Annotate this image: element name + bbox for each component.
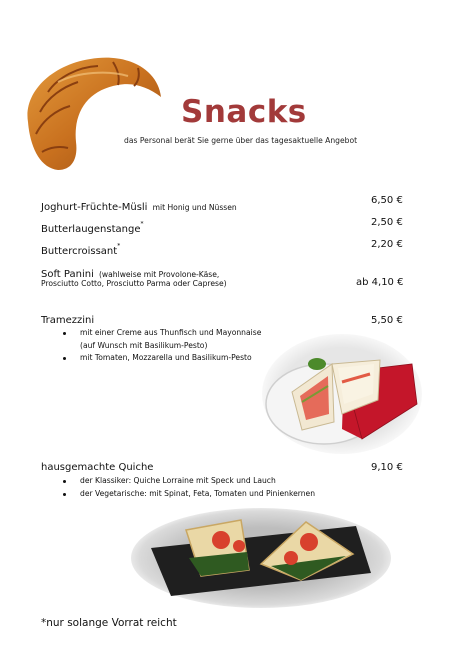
- page-title: Snacks: [181, 94, 307, 130]
- item-name: Butterlaugenstange: [41, 224, 141, 235]
- page-subtitle: das Personal berät Sie gerne über das tagesaktuelle Angebot: [124, 136, 358, 145]
- asterisk-mark: *: [117, 242, 121, 250]
- item-desc: (wahlweise mit Provolone-Käse,: [98, 270, 220, 279]
- quiche-title: hausgemachte Quiche: [41, 462, 154, 473]
- item-desc: mit Honig und Nüssen: [152, 203, 237, 212]
- menu-item-muesli: [41, 195, 237, 214]
- menu-item-butterlaugenstange: [41, 217, 143, 236]
- tramezzini-image: [262, 334, 422, 454]
- quiche-bullet: der Vegetarische: mit Spinat, Feta, Tomaten und Pinienkernen: [63, 489, 315, 498]
- quiche-price: 9,10 €: [371, 462, 403, 473]
- item-price: ab 4,10 €: [356, 277, 404, 288]
- quiche-bullet: der Klassiker: Quiche Lorraine mit Speck und Lauch: [63, 476, 276, 485]
- tramezzini-bullet: mit Tomaten, Mozzarella und Basilikum-Pesto: [63, 353, 252, 362]
- tramezzini-price: 5,50 €: [371, 315, 403, 326]
- tramezzini-bullet: mit einer Creme aus Thunfisch und Mayonnaise: [63, 328, 261, 337]
- item-name: Soft Panini: [41, 269, 94, 280]
- menu-item-buttercroissant: [41, 239, 120, 258]
- item-name: Joghurt-Früchte-Müsli: [41, 202, 148, 213]
- quiche-image: [131, 508, 391, 608]
- croissant-image: [18, 52, 164, 174]
- item-desc-continued: Prosciutto Cotto, Prosciutto Parma oder Caprese): [41, 279, 227, 288]
- item-price: 6,50 €: [371, 195, 403, 206]
- footnote: *nur solange Vorrat reicht: [41, 617, 177, 629]
- tramezzini-bullet-cont: (auf Wunsch mit Basilikum-Pesto): [80, 341, 208, 350]
- tramezzini-title: Tramezzini: [41, 315, 95, 326]
- asterisk-mark: *: [140, 220, 144, 228]
- item-price: 2,50 €: [371, 217, 403, 228]
- item-price: 2,20 €: [371, 239, 403, 250]
- item-name: Buttercroissant: [41, 246, 118, 257]
